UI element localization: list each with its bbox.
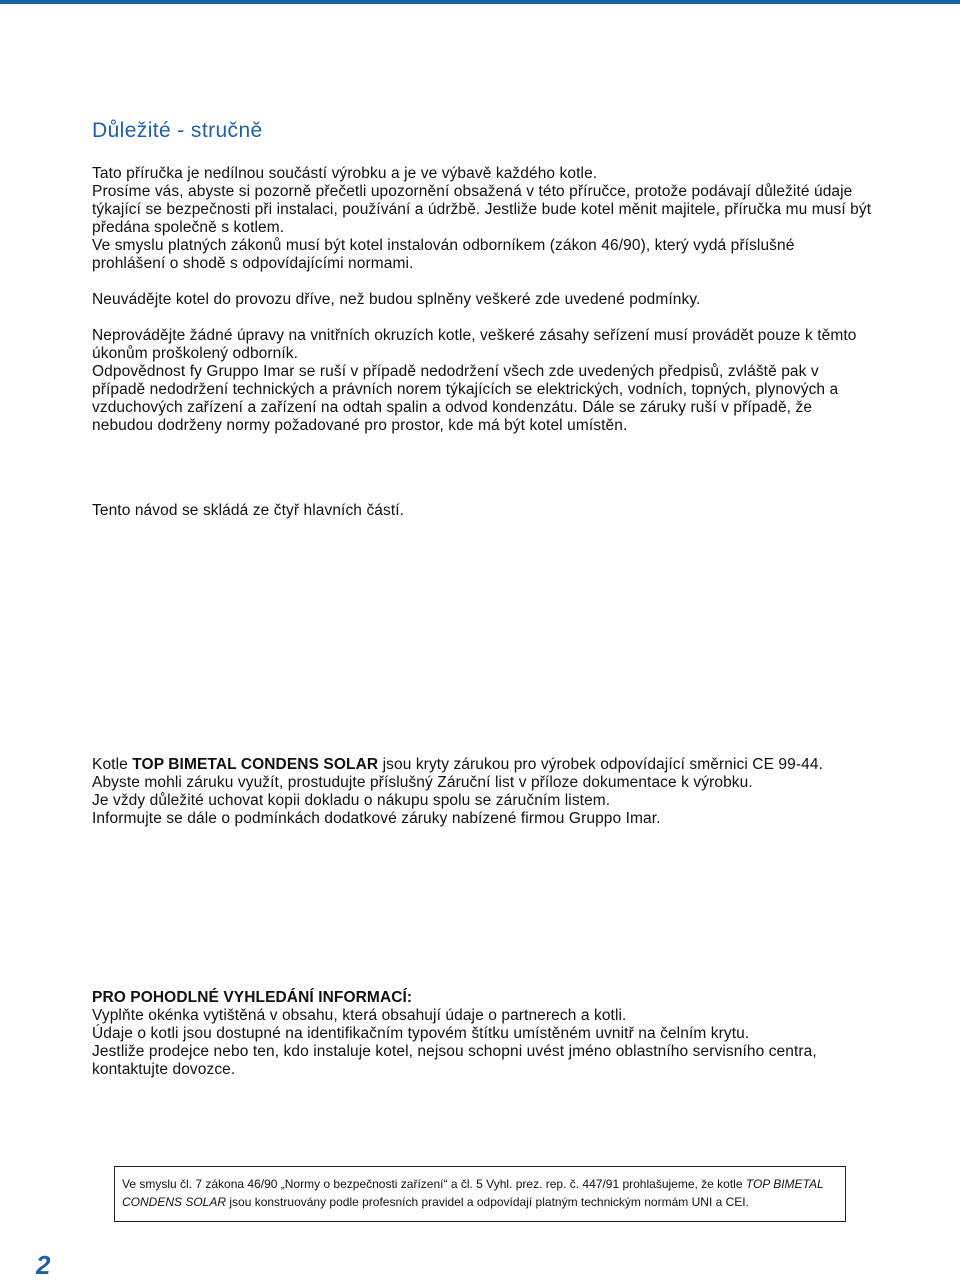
parts-note [92,502,872,520]
liability-paragraph: Odpovědnost fy Gruppo Imar se ruší v případě nedodržení všech zde uvedených předpisů, zvláště pak v případě nedodržení technických a právních norem týkajících se elektrických, vodních, topných, plynových a vzduchových zařízení a zařízení na odtah spalin a odvod kondenzátu. Dále se záruky ruší v případě, že nebudou dodrženy normy požadované pro prostor, kde má být kotel umístěn. [92,363,839,434]
info-paragraph: Údaje o kotli jsou dostupné na identifikačním typovém štítku umístěném uvnitř na čelním krytu. [92,1025,750,1042]
intro-paragraph: Tato příručka je nedílnou součástí výrobku a je ve výbavě každého kotle. [92,165,598,182]
warranty-paragraph: Abyste mohli záruku využít, prostudujte příslušný Záruční list v příloze dokumentace k výrobku. [92,774,753,791]
warranty-paragraph: Je vždy důležité uchovat kopii dokladu o nákupu spolu se záručním listem. [92,792,611,809]
page-number: 2 [36,1250,51,1280]
info-section [92,989,872,1079]
info-paragraph: Vyplňte okénka vytištěná v obsahu, která obsahují údaje o partnerech a kotli. [92,1007,627,1024]
page-title: Důležité - stručně [92,119,263,142]
intro-paragraph: Prosíme vás, abyste si pozorně přečetli upozornění obsažená v této příručce, protože podávají důležité údaje týkající se bezpečnosti při instalaci, používání a údržbě. Jestliže bude kotel měnit majitele, příručka mu musí být předána společně s kotlem. [92,183,872,236]
product-name: TOP BIMETAL CONDENS SOLAR [122,1177,824,1209]
warranty-paragraph: Informujte se dále o podmínkách dodatkové záruky nabízené firmou Gruppo Imar. [92,810,661,827]
warranty-paragraph: Kotle TOP BIMETAL CONDENS SOLAR jsou kryty zárukou pro výrobek odpovídající směrnici CE 99-44. [92,756,823,773]
info-paragraph: Jestliže prodejce nebo ten, kdo instaluje kotel, nejsou schopni uvést jméno oblastního servisního centra, kontaktujte dovozce. [92,1043,817,1078]
intro-paragraph: Neprovádějte žádné úpravy na vnitřních okruzích kotle, veškeré zásahy seřízení musí provádět pouze k těmto úkonům proškolený odborník. [92,327,857,362]
intro-paragraph: Ve smyslu platných zákonů musí být kotel instalován odborníkem (zákon 46/90), který vydá příslušné prohlášení o shodě s odpovídajícími normami. [92,237,795,272]
top-rule [0,0,960,4]
intro-paragraph: Neuvádějte kotel do provozu dříve, než budou splněny veškeré zde uvedené podmínky. [92,291,701,308]
conformity-notice-box: Ve smyslu čl. 7 zákona 46/90 „Normy o bezpečnosti zařízení“ a čl. 5 Vyhl. prez. rep. č. 447/91 prohlašujeme, že kotle TOP BIMETAL CONDENS SOLAR jsou konstruovány podle profesních pravidel a odpovídají platným technickým normám UNI a CEI. [114,1166,846,1222]
warranty-section [92,756,872,828]
info-heading: PRO POHODLNÉ VYHLEDÁNÍ INFORMACÍ: [92,989,413,1006]
intro-section [92,165,872,435]
parts-note-text: Tento návod se skládá ze čtyř hlavních částí. [92,502,405,519]
product-name: TOP BIMETAL CONDENS SOLAR [132,756,379,773]
